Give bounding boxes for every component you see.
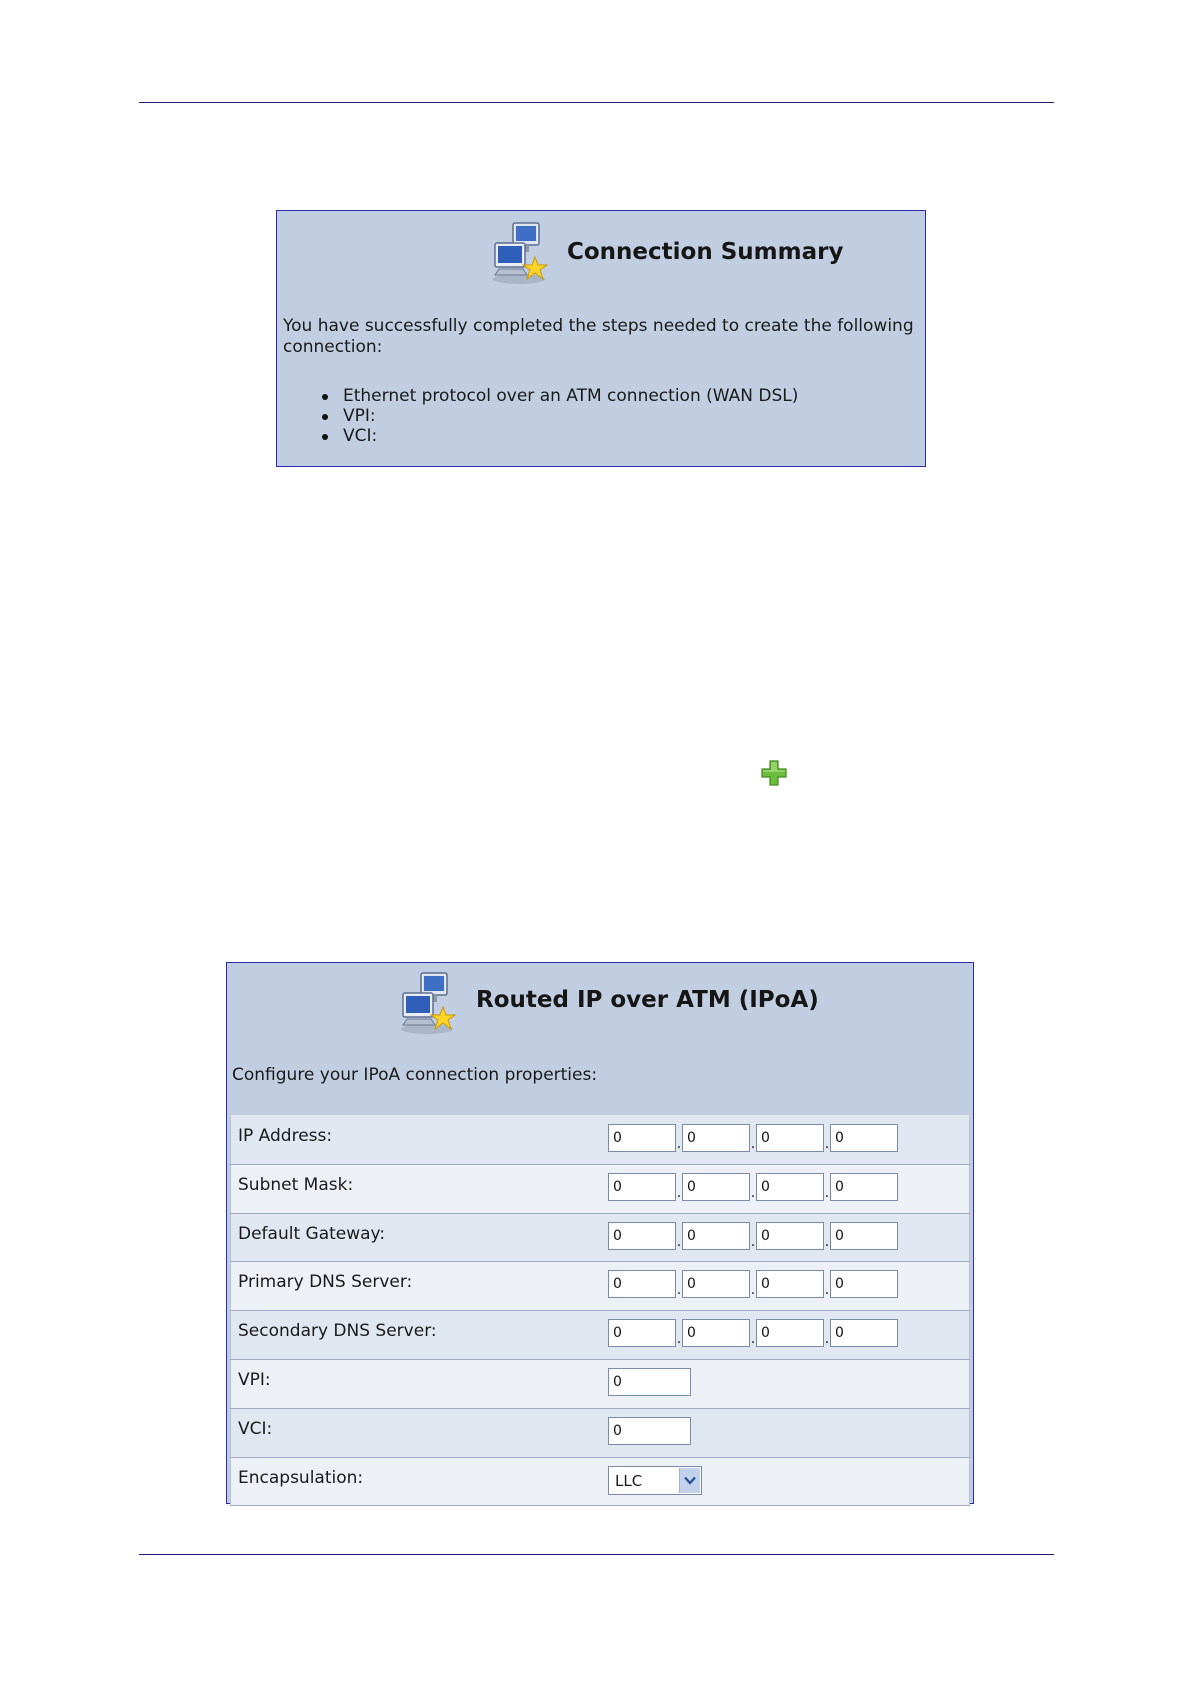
secondary-dns-label: Secondary DNS Server: bbox=[231, 1311, 609, 1360]
secondary-dns-octet-1[interactable] bbox=[608, 1319, 676, 1347]
ip-address-octet-2[interactable] bbox=[682, 1124, 750, 1152]
encapsulation-select[interactable] bbox=[608, 1466, 702, 1495]
table-row bbox=[231, 1262, 970, 1311]
ip-address-octet-4[interactable] bbox=[830, 1124, 898, 1152]
summary-list bbox=[320, 386, 798, 446]
vpi-input[interactable] bbox=[608, 1368, 691, 1396]
subnet-mask-field: 0 . 0 . 0 . 0 bbox=[608, 1173, 969, 1201]
vpi-label: VPI: bbox=[231, 1359, 609, 1408]
primary-dns-octet-2[interactable] bbox=[682, 1270, 750, 1298]
primary-dns-octet-4[interactable] bbox=[830, 1270, 898, 1298]
table-row bbox=[231, 1164, 970, 1213]
network-wizard-icon bbox=[397, 967, 461, 1039]
secondary-dns-field: 0 . 0 . 0 . 0 bbox=[608, 1319, 969, 1347]
connection-summary-panel bbox=[276, 210, 926, 467]
ip-address-octet-1[interactable] bbox=[608, 1124, 676, 1152]
primary-dns-field: 0 . 0 . 0 . 0 bbox=[608, 1270, 969, 1298]
ip-address-label: IP Address: bbox=[231, 1116, 609, 1165]
table-row bbox=[231, 1359, 970, 1408]
list-item: VPI: bbox=[320, 406, 798, 426]
table-row bbox=[231, 1213, 970, 1262]
default-gateway-field: 0 . 0 . 0 . 0 bbox=[608, 1222, 969, 1250]
primary-dns-label: Primary DNS Server: bbox=[231, 1262, 609, 1311]
ipoa-properties-table bbox=[230, 1115, 970, 1506]
table-row bbox=[231, 1457, 970, 1506]
encapsulation-value: LLC bbox=[615, 1471, 643, 1490]
subnet-mask-octet-2[interactable] bbox=[682, 1173, 750, 1201]
ipoa-description: Configure your IPoA connection properties: bbox=[232, 1065, 598, 1085]
encapsulation-label: Encapsulation: bbox=[231, 1457, 609, 1506]
secondary-dns-octet-2[interactable] bbox=[682, 1319, 750, 1347]
ip-address-octet-3[interactable] bbox=[756, 1124, 824, 1152]
table-row bbox=[231, 1311, 970, 1360]
secondary-dns-octet-3[interactable] bbox=[756, 1319, 824, 1347]
list-item: Ethernet protocol over an ATM connection (WAN DSL) bbox=[320, 386, 798, 406]
primary-dns-octet-1[interactable] bbox=[608, 1270, 676, 1298]
summary-description: You have successfully completed the steps needed to create the following connection: bbox=[283, 316, 914, 357]
page-footer-rule bbox=[139, 1554, 1054, 1555]
chevron-down-icon[interactable] bbox=[679, 1468, 700, 1493]
default-gateway-label: Default Gateway: bbox=[231, 1213, 609, 1262]
panel-title: Routed IP over ATM (IPoA) bbox=[476, 987, 819, 1013]
subnet-mask-octet-1[interactable] bbox=[608, 1173, 676, 1201]
ip-address-field: 0 . 0 . 0 . 0 bbox=[608, 1124, 969, 1152]
network-wizard-icon bbox=[489, 217, 553, 289]
page-header-rule bbox=[139, 102, 1054, 103]
table-row bbox=[231, 1408, 970, 1457]
default-gateway-octet-2[interactable] bbox=[682, 1222, 750, 1250]
plus-icon bbox=[760, 759, 788, 787]
table-row bbox=[231, 1116, 970, 1165]
list-item: VCI: bbox=[320, 426, 798, 446]
subnet-mask-octet-3[interactable] bbox=[756, 1173, 824, 1201]
ipoa-panel bbox=[226, 962, 974, 1504]
secondary-dns-octet-4[interactable] bbox=[830, 1319, 898, 1347]
subnet-mask-octet-4[interactable] bbox=[830, 1173, 898, 1201]
panel-title: Connection Summary bbox=[567, 239, 844, 265]
default-gateway-octet-1[interactable] bbox=[608, 1222, 676, 1250]
vci-input[interactable] bbox=[608, 1417, 691, 1445]
default-gateway-octet-4[interactable] bbox=[830, 1222, 898, 1250]
subnet-mask-label: Subnet Mask: bbox=[231, 1164, 609, 1213]
primary-dns-octet-3[interactable] bbox=[756, 1270, 824, 1298]
default-gateway-octet-3[interactable] bbox=[756, 1222, 824, 1250]
vci-label: VCI: bbox=[231, 1408, 609, 1457]
